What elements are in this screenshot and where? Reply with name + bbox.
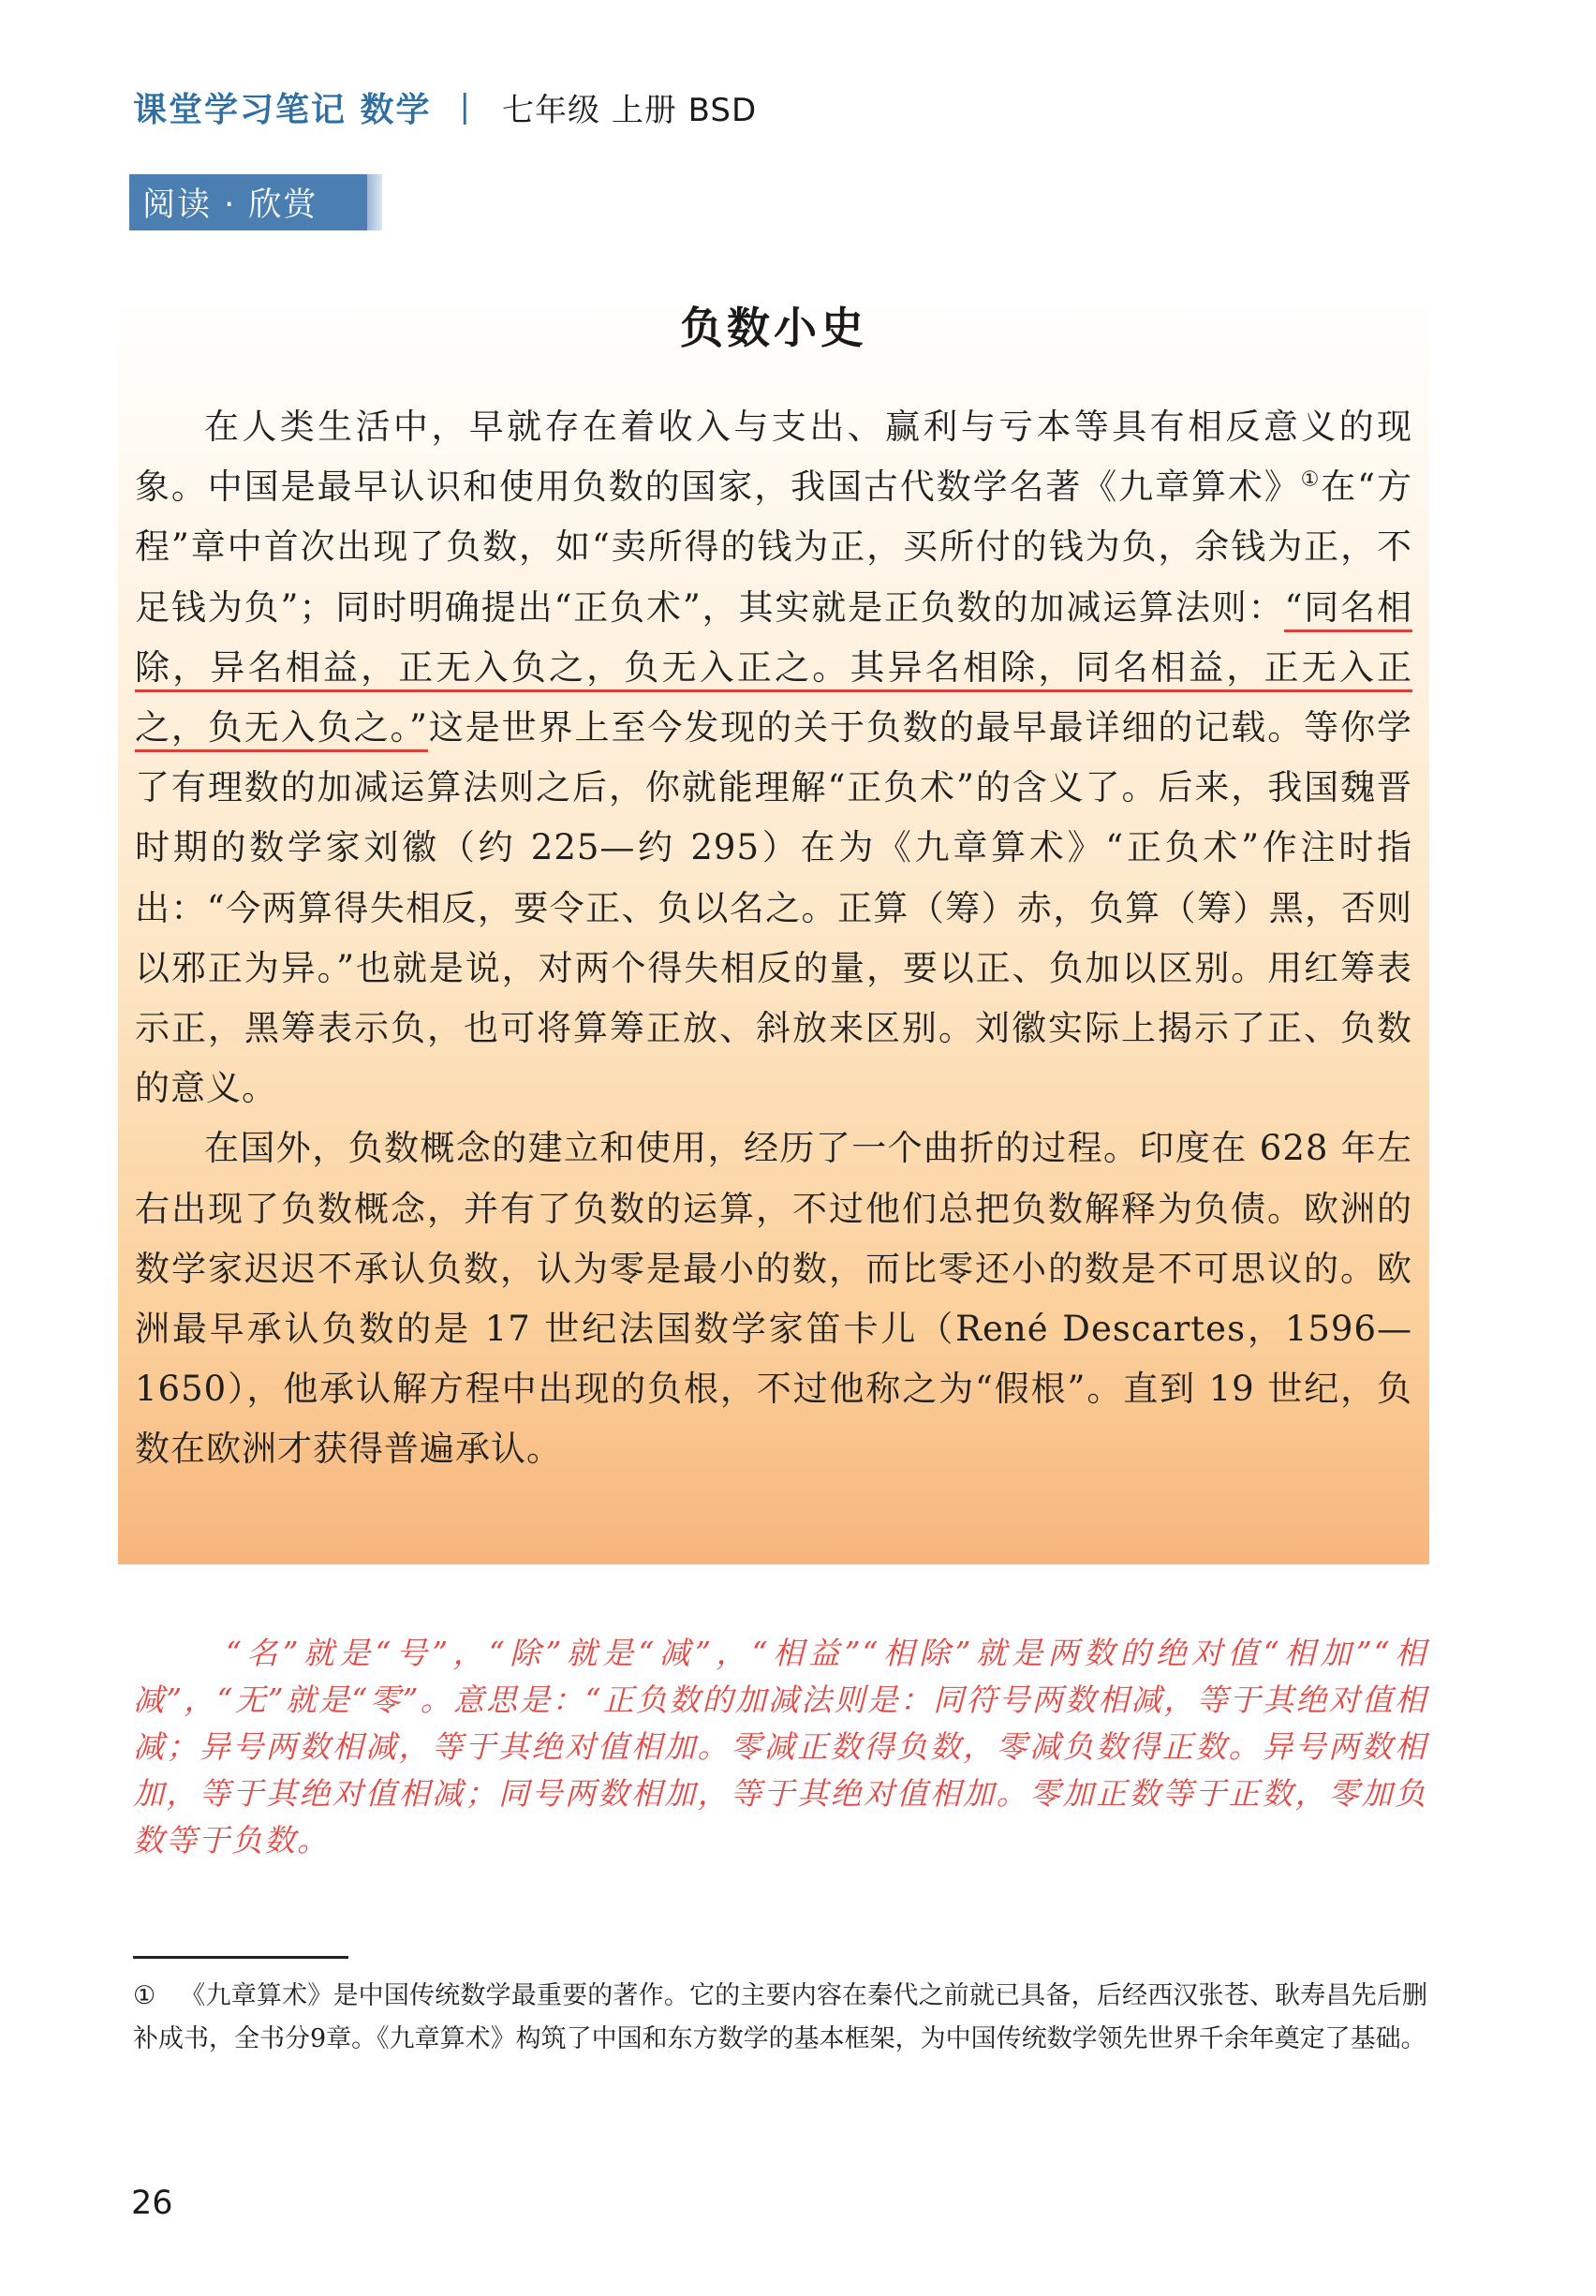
book-title: 课堂学习笔记 数学 [133, 90, 432, 129]
page-header [133, 79, 757, 135]
page-number: 26 [131, 2185, 173, 2222]
footnote-text: 《九章算术》是中国传统数学最重要的著作。它的主要内容在秦代之前就已具备，后经西汉张苍、耿寿昌先后删补成书，全书分9章。《九章算术》构筑了中国和东方数学的基本框架，为中国传统数学领先世界千余年奠定了基础。 [133, 1981, 1427, 2053]
article-body [135, 397, 1412, 1480]
paragraph-2: 在国外，负数概念的建立和使用，经历了一个曲折的过程。印度在 628 年左右出现了负数概念，并有了负数的运算，不过他们总把负数解释为负债。欧洲的数学家迟迟不承认负数，认为零是最小的数，而比零还小的数是不可思议的。欧洲最早承认负数的是 17 世纪法国数学家笛卡儿（René Descartes，1596—1650），他承认解方程中出现的负根，不过他称之为“假根”。直到 19 世纪，负数在欧洲才获得普遍承认。 [135, 1128, 1412, 1470]
footnote-mark: ① [133, 1981, 156, 2010]
handwritten-annotation: “名”就是“号”，“除”就是“减”，“相益”“相除”就是两数的绝对值“相加”“相减”，“无”就是“零”。意思是：“正负数的加减法则是：同符号两数相减，等于其绝对值相减；异号两数相减，等于其绝对值相加。零减正数得负数，零减负数得正数。异号两数相加，等于其绝对值相减；同号两数相加，等于其绝对值相加。零加正数等于正数，零加负数等于负数。 [133, 1635, 1427, 1859]
paragraph-1 [135, 397, 1412, 1118]
paragraph-1-part-b: 在“方程”章中首次出现了负数，如“卖所得的钱为正，买所付的钱为负，余钱为正，不足钱为负”；同时明确提出“正负术”，其实就是正负数的加减运算法则： [135, 467, 1412, 628]
footnote-divider [133, 1956, 348, 1959]
paragraph-1-part-c: 这是世界上至今发现的关于负数的最早最详细的记载。等你学了有理数的加减运算法则之后，你就能理解“正负术”的含义了。后来，我国魏晋时期的数学家刘徽（约 225—约 295）在为《九章算术》“正负术”作注时指出：“今两算得失相反，要令正、负以名之。正算（筹）赤，负算（筹）黑，否则以邪正为异。”也就是说，对两个得失相反的量，要以正、负加以区别。用红筹表示正，黑筹表示负，也可将算筹正放、斜放来区别。刘徽实际上揭示了正、负数的意义。 [135, 707, 1413, 1109]
reading-box [118, 294, 1429, 1564]
section-tab [129, 174, 367, 230]
section-label: 阅读 · 欣赏 [142, 186, 318, 224]
article-title: 负数小史 [680, 303, 867, 353]
header-separator: | [459, 88, 471, 126]
footnote [133, 1975, 1427, 2061]
paragraph-1-part-a: 在人类生活中，早就存在着收入与支出、赢利与亏本等具有相反意义的现象。中国是最早认识和使用负数的国家，我国古代数学名著《九章算术》 [135, 407, 1412, 508]
underlined-rule-quote: “同名相除，异名相益，正无入负之，负无入正之。其异名相除，同名相益，正无入正之，负无入负之。” [135, 587, 1412, 752]
footnote-reference[interactable]: ① [1300, 467, 1322, 492]
grade-label: 七年级 上册 BSD [502, 91, 758, 129]
